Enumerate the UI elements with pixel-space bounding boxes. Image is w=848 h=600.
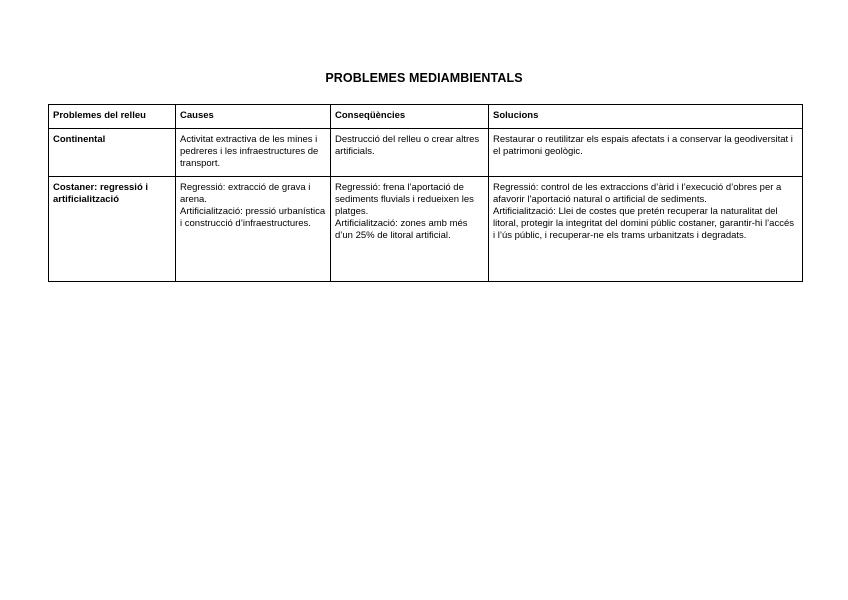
consequences-regressio-text: Regressió: frena l’aportació de sediments fluvials i redueixen les platges. — [335, 182, 474, 217]
solutions-cell — [489, 129, 803, 177]
table-row-continental — [49, 129, 803, 177]
causes-artificialitzacio-text: Artificialització: pressió urbanística i construcció d’infraestructures. — [180, 206, 326, 229]
problem-text: Continental — [53, 134, 106, 145]
problems-table — [48, 104, 803, 282]
table-header-row — [49, 105, 803, 129]
header-problems: Problemes del relleu — [49, 105, 176, 129]
solutions-cell — [489, 177, 803, 282]
solutions-text: Restaurar o reutilitzar els espais afectats i a conservar la geodiversitat i el patrimoni geològic. — [493, 134, 793, 157]
solutions-regressio-text: Regressió: control de les extraccions d’àrid i l’execució d’obres per a afavorir l’aportació natural o artificial de sediments. — [493, 182, 782, 205]
solutions-artificialitzacio-text: Artificialització: Llei de costes que pretén recuperar la naturalitat del litoral, protegir la integritat del domini públic costaner, garantir-hi l’accés i l’ús públic, i recuperar-ne els trams urbanitzats i degradats. — [493, 206, 794, 241]
causes-text: Activitat extractiva de les mines i pedreres i les infraestructures de transport. — [180, 134, 319, 169]
header-solutions: Solucions — [489, 105, 803, 129]
causes-cell — [176, 129, 331, 177]
table-row-costaner — [49, 177, 803, 282]
consequences-cell — [331, 129, 489, 177]
header-consequences: Conseqüències — [331, 105, 489, 129]
problem-text: Costaner: regressió i artificialització — [53, 182, 149, 205]
header-causes: Causes — [176, 105, 331, 129]
problem-cell — [49, 177, 176, 282]
causes-regressio-text: Regressió: extracció de grava i arena. — [180, 182, 311, 205]
page-title: PROBLEMES MEDIAMBIENTALS — [325, 71, 523, 85]
causes-cell — [176, 177, 331, 282]
consequences-artificialitzacio-text: Artificialització: zones amb més d’un 25% de litoral artificial. — [335, 218, 468, 241]
consequences-text: Destrucció del relleu o crear altres artificials. — [335, 134, 480, 157]
problem-cell — [49, 129, 176, 177]
consequences-cell — [331, 177, 489, 282]
